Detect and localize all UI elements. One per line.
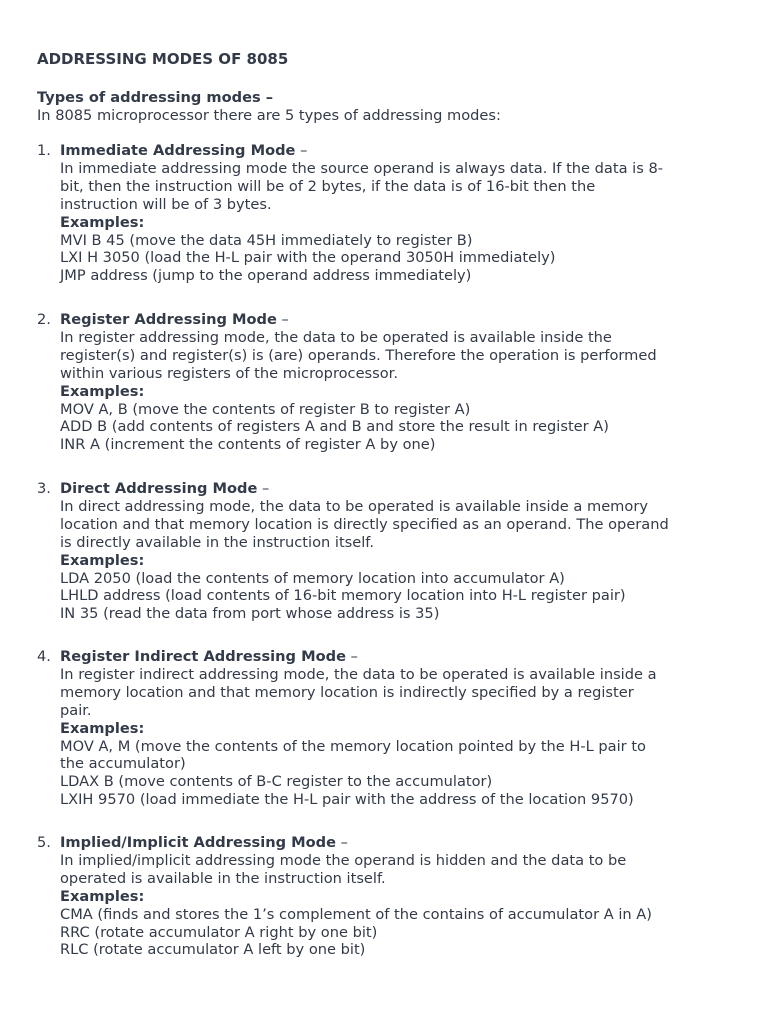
mode-description-line: In implied/implicit addressing mode the operand is hidden and the data to be — [60, 851, 627, 869]
mode-title-dash: – — [276, 311, 289, 328]
mode-number: 4. — [37, 648, 51, 665]
examples-label: Examples: — [60, 551, 145, 569]
mode-number: 3. — [37, 480, 51, 497]
example-line: INR A (increment the contents of register A by one) — [60, 436, 436, 454]
mode-description-line: In immediate addressing mode the source operand is always data. If the data is 8- — [60, 159, 664, 177]
example-line: LDA 2050 (load the contents of memory location into accumulator A) — [60, 569, 565, 587]
mode-description-line: memory location and that memory location is indirectly specified by a register — [60, 683, 634, 701]
example-line: LXIH 9570 (load immediate the H-L pair with the address of the location 9570) — [60, 791, 634, 809]
example-line: RRC (rotate accumulator A right by one bit) — [60, 923, 378, 941]
mode-section-direct — [37, 480, 727, 623]
mode-description-line: In direct addressing mode, the data to be operated is available inside a memory — [60, 497, 648, 515]
mode-number: 2. — [37, 311, 51, 328]
mode-title: Direct Addressing Mode — [60, 480, 258, 497]
mode-description-line: location and that memory location is directly specified as an operand. The operand — [60, 515, 669, 533]
mode-title: Register Indirect Addressing Mode — [60, 648, 346, 665]
mode-description-line: instruction will be of 3 bytes. — [60, 195, 272, 213]
mode-description-line: is directly available in the instruction itself. — [60, 533, 375, 551]
mode-section-immediate — [37, 142, 727, 285]
intro-paragraph: In 8085 microprocessor there are 5 types of addressing modes: — [37, 107, 501, 124]
example-line: JMP address (jump to the operand address immediately) — [60, 267, 472, 285]
example-line: LHLD address (load contents of 16-bit memory location into H-L register pair) — [60, 587, 626, 605]
mode-number: 1. — [37, 142, 51, 159]
mode-description-line: In register indirect addressing mode, the data to be operated is available inside a — [60, 665, 657, 683]
mode-description-line: register(s) and register(s) is (are) operands. Therefore the operation is performed — [60, 346, 657, 364]
mode-description-line: bit, then the instruction will be of 2 bytes, if the data is of 16-bit then the — [60, 177, 596, 195]
examples-label: Examples: — [60, 719, 145, 737]
mode-title-dash: – — [345, 648, 358, 665]
mode-section-implied — [37, 834, 727, 959]
mode-title: Implied/Implicit Addressing Mode — [60, 834, 337, 851]
example-line: MOV A, B (move the contents of register B to register A) — [60, 400, 471, 418]
mode-description-line: within various registers of the microprocessor. — [60, 364, 398, 382]
example-line: LDAX B (move contents of B-C register to the accumulator) — [60, 773, 493, 791]
example-line: IN 35 (read the data from port whose address is 35) — [60, 605, 440, 623]
mode-description-line: pair. — [60, 701, 92, 719]
mode-description-line: In register addressing mode, the data to be operated is available inside the — [60, 328, 612, 346]
mode-title-dash: – — [336, 834, 348, 851]
mode-number: 5. — [37, 834, 51, 851]
example-line: LXI H 3050 (load the H-L pair with the operand 3050H immediately) — [60, 249, 556, 267]
mode-title: Register Addressing Mode — [60, 311, 277, 328]
mode-description-line: operated is available in the instruction itself. — [60, 869, 386, 887]
example-line: CMA (finds and stores the 1’s complement of the contains of accumulator A in A) — [60, 905, 652, 923]
types-heading: Types of addressing modes – — [37, 89, 274, 106]
mode-section-register-indirect — [37, 648, 727, 809]
example-line: the accumulator) — [60, 755, 186, 773]
mode-title-dash: – — [295, 142, 308, 159]
mode-title: Immediate Addressing Mode — [60, 142, 296, 159]
examples-label: Examples: — [60, 213, 145, 231]
example-line: MOV A, M (move the contents of the memory location pointed by the H-L pair to — [60, 737, 646, 755]
examples-label: Examples: — [60, 887, 145, 905]
mode-section-register — [37, 311, 727, 454]
example-line: MVI B 45 (move the data 45H immediately to register B) — [60, 231, 473, 249]
mode-title-dash: – — [257, 480, 270, 497]
document-title: ADDRESSING MODES OF 8085 — [37, 50, 289, 68]
examples-label: Examples: — [60, 382, 145, 400]
example-line: RLC (rotate accumulator A left by one bit) — [60, 941, 366, 959]
example-line: ADD B (add contents of registers A and B and store the result in register A) — [60, 418, 609, 436]
